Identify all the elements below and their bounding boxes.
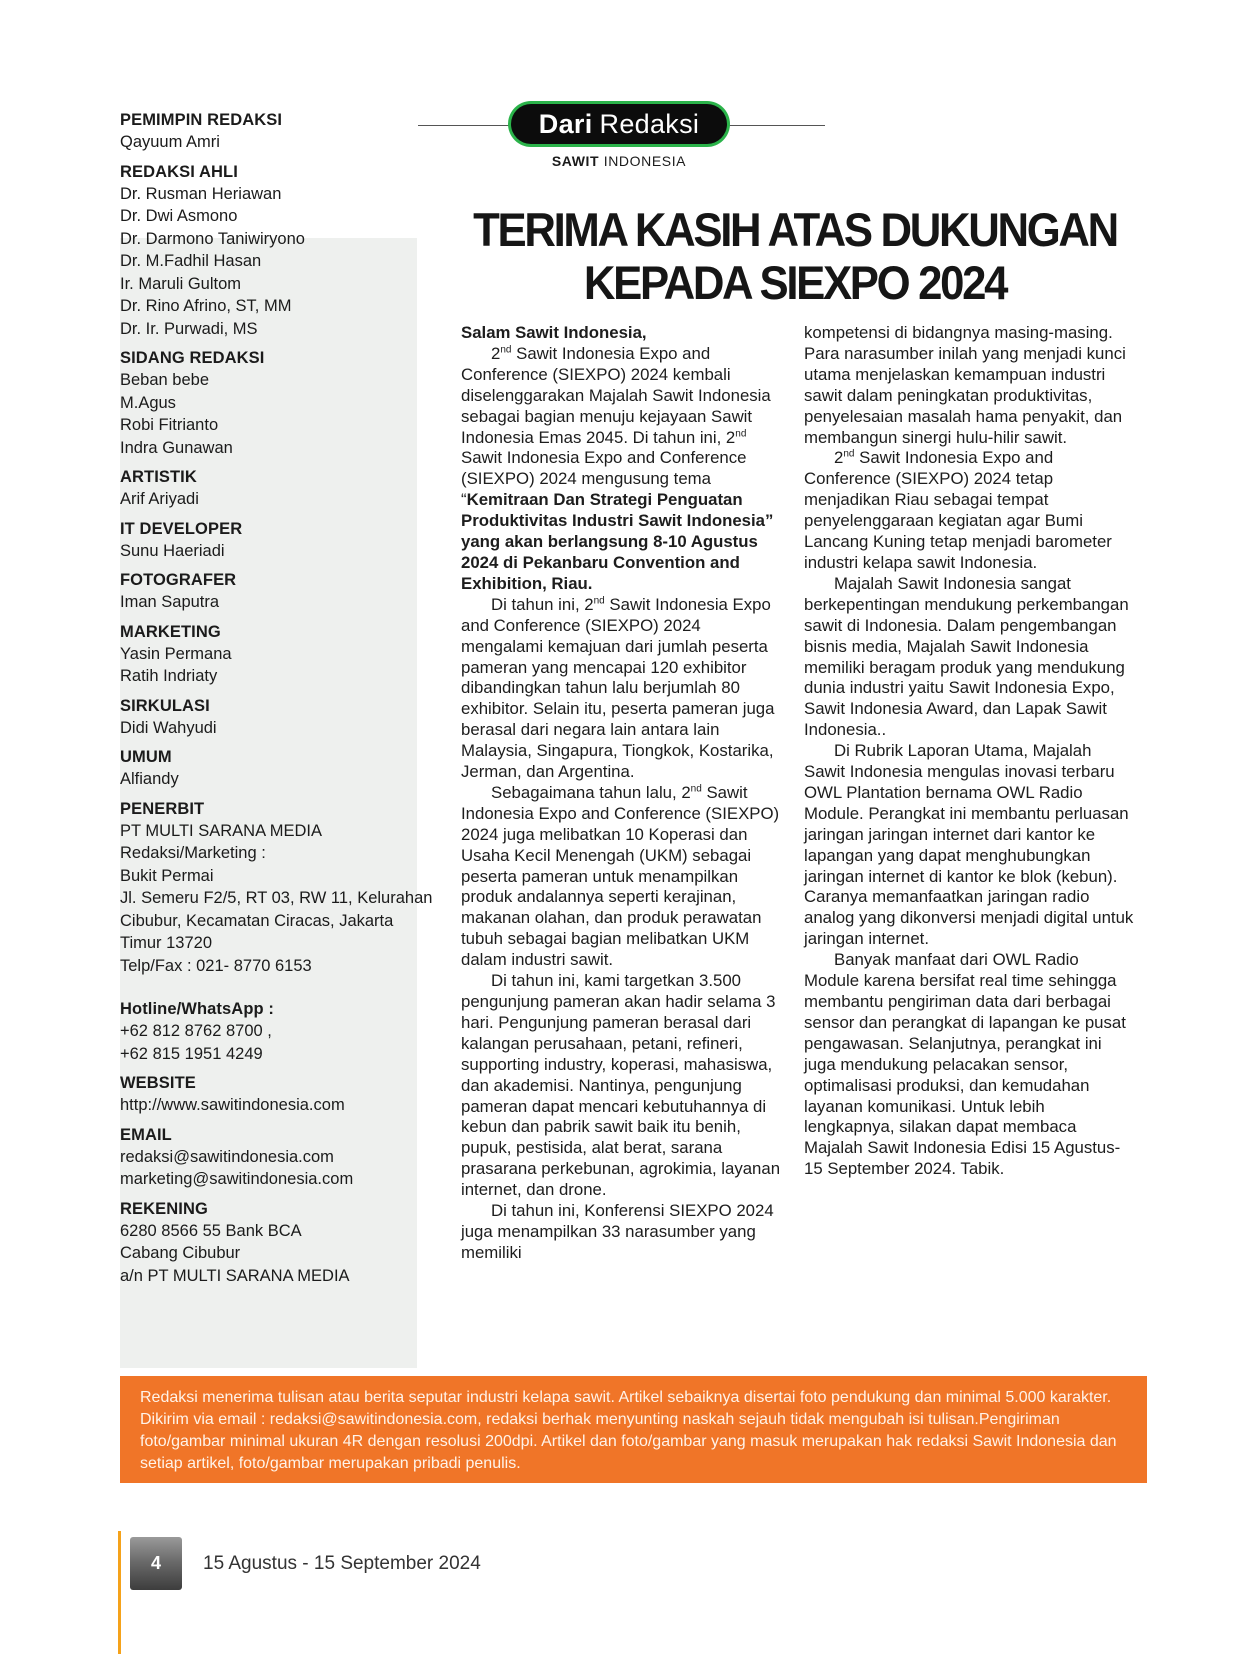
masthead-heading: MARKETING [120,622,221,641]
masthead-section [120,1199,450,1288]
masthead-entry: Sunu Haeriadi [120,541,225,560]
masthead-entry: http://www.sawitindonesia.com [120,1096,345,1114]
masthead-entry: Arif Ariyadi [120,490,199,508]
header-rule-right [727,125,825,126]
masthead-heading: REKENING [120,1199,208,1218]
masthead-heading: PENERBIT [120,799,205,818]
masthead-heading: SIDANG REDAKSI [120,349,265,367]
masthead-entry: marketing@sawitindonesia.com [120,1170,354,1188]
badge-light: Redaksi [599,108,700,139]
masthead-entry: Cabang Cibubur [120,1244,241,1262]
masthead-entry: Dr. Ir. Purwadi, MS [120,319,258,338]
paragraph-continued: kompetensi di bidangnya masing-masing. Para narasumber inilah yang menjadi kunci utama menjelaskan kemampuan industri sawit dalam peningkatan produktivitas, penyelesaian masalah hama penyakit, dan membangun sinergi hulu-hilir sawit. [804,323,1126,447]
masthead-entry: +62 812 8762 8700 , [120,1022,272,1040]
masthead-entry: Dr. M.Fadhil Hasan [120,252,262,270]
paragraph: Di tahun ini, kami targetkan 3.500 pengunjung pameran akan hadir selama 3 hari. Pengunjung pameran berasal dari kalangan perusahaan, petani, refineri, supporting industry, koperasi, mahasiswa, dan akademisi. Nantinya, pengunjung pameran dapat mencari kebutuhannya di kebun dan pabrik sawit baik itu benih, pupuk, pestisida, alat berat, sarana prasarana perkebunan, agrokimia, layanan internet, dan drone. [461,971,781,1200]
masthead-section [120,348,450,459]
masthead-entry: Bukit Permai [120,866,214,885]
masthead-section [120,1073,450,1117]
masthead-entry: Robi Fitrianto [120,416,219,434]
masthead-heading: Hotline/WhatsApp : [120,1000,274,1018]
masthead-heading: ARTISTIK [120,468,197,486]
masthead-entry: PT MULTI SARANA MEDIA [120,821,323,840]
masthead-entry: Telp/Fax : 021- 8770 6153 [120,956,312,975]
masthead-section [120,162,450,341]
masthead-heading: EMAIL [120,1125,172,1144]
paragraph: Majalah Sawit Indonesia sangat berkepentingan mendukung perkembangan sawit di Indonesia. Dalam pengembangan bisnis media, Majalah Sawit Indonesia memiliki beragam produk yang mendukung dunia industri yaitu Sawit Indonesia Expo, Sawit Indonesia Award, dan Lapak Sawit Indonesia.. [804,573,1129,740]
masthead-entry: Dr. Darmono Taniwiryono [120,229,305,248]
masthead-section [120,747,450,791]
masthead-entry: 6280 8566 55 Bank BCA [120,1221,302,1240]
masthead-section [120,696,450,740]
masthead-entry: Yasin Permana [120,644,232,663]
masthead-heading: UMUM [120,748,172,766]
masthead-heading: SIRKULASI [120,696,210,715]
masthead-entry: Cibubur, Kecamatan Ciracas, Jakarta [120,911,394,930]
brand-label [511,153,727,169]
paragraph: Di tahun ini, Konferensi SIEXPO 2024 juga menampilkan 33 narasumber yang memiliki [461,1201,774,1262]
greeting: Salam Sawit Indonesia, [461,323,647,342]
masthead-entry: Dr. Dwi Asmono [120,207,238,225]
masthead-heading: WEBSITE [120,1074,196,1092]
header-rule-left [418,125,511,126]
masthead-entry: Beban bebe [120,371,210,389]
paragraph: Di Rubrik Laporan Utama, Majalah Sawit Indonesia mengulas inovasi terbaru OWL Plantation bernama OWL Radio Module. Perangkat ini membantu perluasan jaringan jaringan internet dari kantor ke lapangan yang dapat menghubungkan jaringan internet di kantor ke blok (kebun). Caranya memanfaatkan jaringan radio analog yang dikonversi menjadi digital untuk jaringan internet. [804,741,1134,949]
masthead-entry: Timur 13720 [120,934,213,952]
masthead-entry: Indra Gunawan [120,438,233,457]
section-badge [511,104,727,144]
paragraph: 2nd Sawit Indonesia Expo and Conference (SIEXPO) 2024 kembali diselenggarakan Majalah Sawit Indonesia sebagai bagian menuju kejayaan Sawit Indonesia Emas 2045. Di tahun ini, 2nd Sawit Indonesia Expo and Conference (SIEXPO) 2024 mengusung tema “Kemitraan Dan Strategi Penguatan Produktivitas Industri Sawit Indonesia” yang akan berlangsung 8-10 Agustus 2024 di Pekanbaru Convention and Exhibition, Riau. [461,343,774,593]
masthead-entry: Dr. Rino Afrino, ST, MM [120,297,292,315]
article-column-2 [804,323,1134,1180]
brand-light: INDONESIA [603,153,687,169]
masthead-entry: M.Agus [120,393,176,412]
masthead-section [120,110,450,154]
footer-rule [118,1531,121,1654]
masthead-entry: Iman Saputra [120,593,220,611]
masthead-section [120,467,450,511]
masthead-section [120,519,450,563]
badge-bold: Dari [538,108,593,139]
title-line-1: TERIMA KASIH ATAS DUKUNGAN [473,203,1117,256]
masthead-entry: redaksi@sawitindonesia.com [120,1147,334,1166]
masthead-section [120,1125,450,1191]
masthead-entry: Didi Wahyudi [120,718,217,737]
masthead-entry: Qayuum Amri [120,133,220,151]
masthead-heading: REDAKSI AHLI [120,162,238,181]
masthead-section [120,799,450,992]
paragraph: Di tahun ini, 2nd Sawit Indonesia Expo and Conference (SIEXPO) 2024 mengalami kemajuan dari jumlah peserta pameran yang mencapai 120 exhibitor dibandingkan tahun lalu berjumlah 80 exhibitor. Selain itu, peserta pameran juga berasal dari negara lain antara lain Malaysia, Singapura, Tiongkok, Kostarika, Jerman, dan Argentina. [461,594,775,782]
paragraph: Banyak manfaat dari OWL Radio Module karena bersifat real time sehingga membantu pengiriman data dari berbagai sensor dan perangkat di lapangan ke pusat pengawasan. Selanjutnya, perangkat ini juga mendukung pelacakan sensor, optimalisasi produksi, dan kemudahan layanan komunikasi. Untuk lebih lengkapnya, silakan dapat membaca Majalah Sawit Indonesia Edisi 15 Agustus-15 September 2024. Tabik. [804,950,1126,1179]
masthead-entry: Dr. Rusman Heriawan [120,184,282,203]
masthead-section [120,999,450,1065]
brand-bold: SAWIT [551,153,600,169]
title-line-2: KEPADA SIEXPO 2024 [583,256,1007,309]
issue-date: 15 Agustus - 15 September 2024 [203,1553,481,1574]
masthead-heading: IT DEVELOPER [120,519,243,538]
paragraph: 2nd Sawit Indonesia Expo and Conference (SIEXPO) 2024 tetap menjadikan Riau sebagai tempat penyelenggaraan kegiatan agar Bumi Lancang Kuning tetap menjadi barometer industri kelapa sawit Indonesia. [804,448,1112,572]
submission-notice: Redaksi menerima tulisan atau berita seputar industri kelapa sawit. Artikel sebaiknya disertai foto pendukung dan minimal 5.000 karakter. Dikirim via email : redaksi@sawitindonesia.com, redaksi berhak menyunting naskah sejauh tidak mengubah isi tulisan.Pengiriman foto/gambar minimal ukuran 4R dengan resolusi 200dpi. Artikel dan foto/gambar yang masuk merupakan hak redaksi Sawit Indonesia dan setiap artikel, foto/gambar merupakan pribadi penulis. [120,1376,1147,1483]
article-title [465,203,1125,309]
masthead-heading: PEMIMPIN REDAKSI [120,111,283,129]
masthead-entry: Redaksi/Marketing : [120,844,266,862]
paragraph: Sebagaimana tahun lalu, 2nd Sawit Indonesia Expo and Conference (SIEXPO) 2024 juga melibatkan 10 Koperasi dan Usaha Kecil Menengah (UKM) sebagai peserta pameran untuk menampilkan produk andalannya seperti kerajinan, makanan olahan, dan produk perawatan tubuh sebagai bagian melibatkan UKM dalam industri sawit. [461,782,780,970]
masthead [120,110,450,1295]
masthead-heading: FOTOGRAFER [120,571,237,589]
masthead-entry: Alfiandy [120,770,179,788]
masthead-entry: +62 815 1951 4249 [120,1044,263,1063]
masthead-entry: Jl. Semeru F2/5, RT 03, RW 11, Kelurahan [120,889,433,907]
page-number: 4 [130,1537,182,1590]
masthead-section [120,622,450,688]
masthead-entry: a/n PT MULTI SARANA MEDIA [120,1266,350,1285]
masthead-entry: Ir. Maruli Gultom [120,274,242,293]
masthead-entry: Ratih Indriaty [120,667,218,685]
masthead-section [120,570,450,614]
article-column-1 [461,323,783,1264]
